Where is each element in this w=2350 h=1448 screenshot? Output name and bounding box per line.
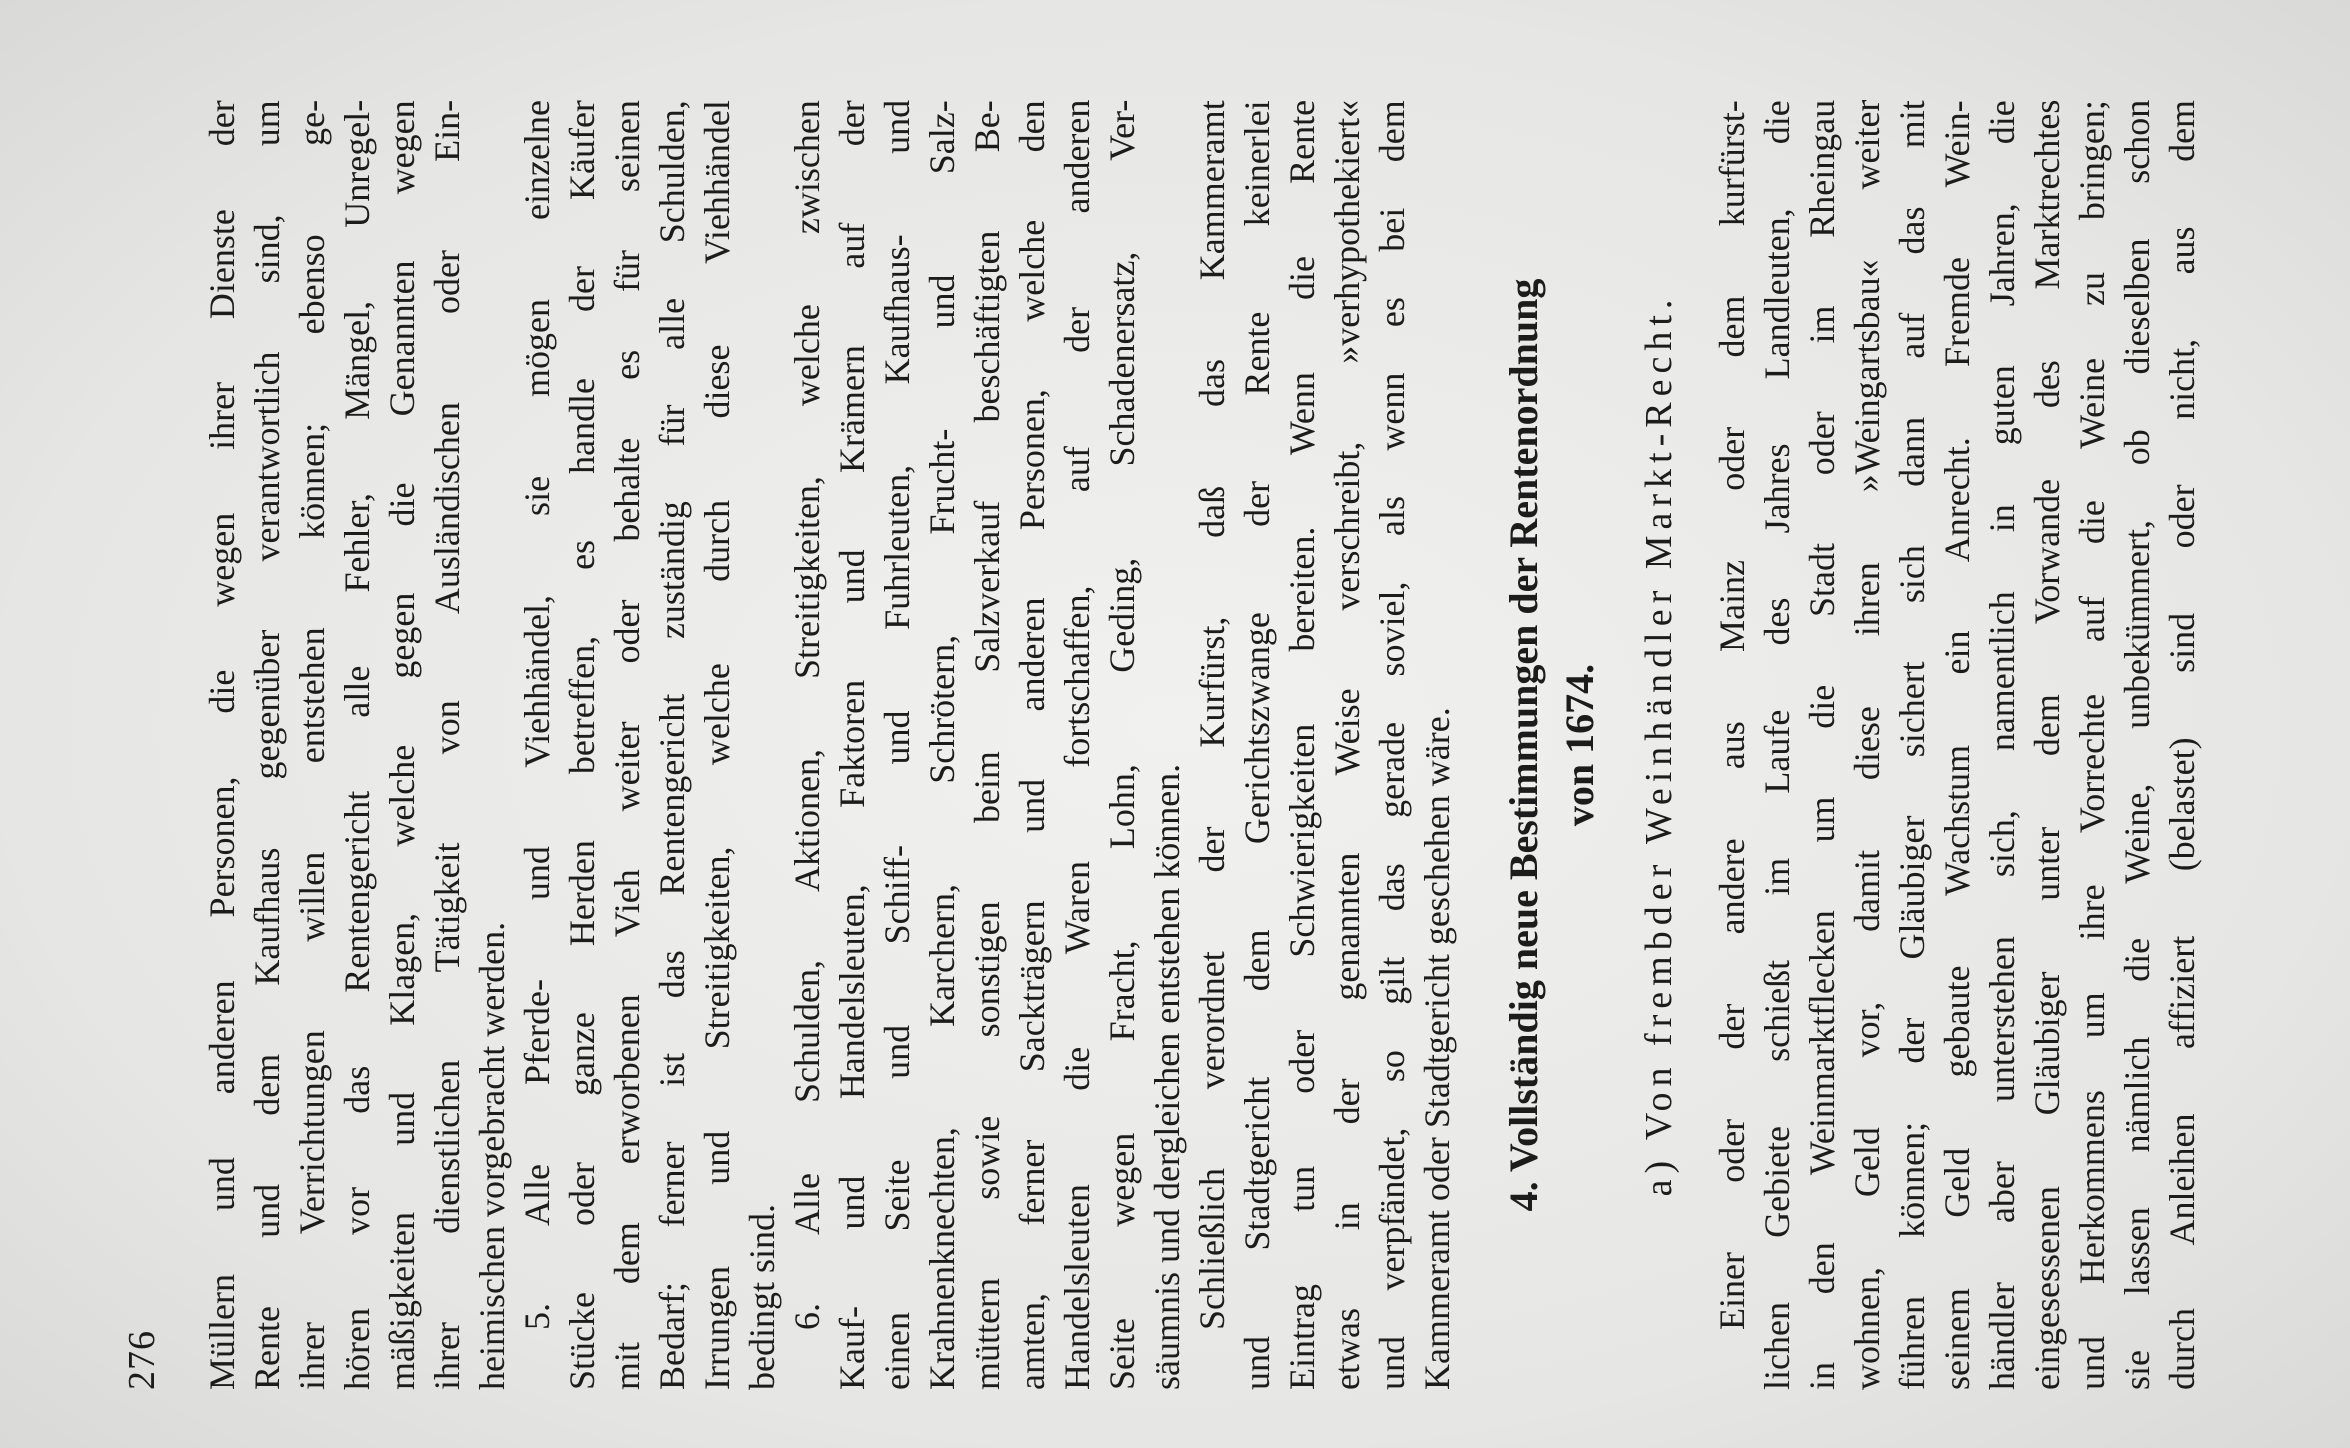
paragraph-5 bbox=[1710, 100, 2205, 1390]
paragraph-3 bbox=[785, 100, 1190, 1390]
text-line: müttern sowie sonstigen beim Salzverkauf beschäftigten Be- bbox=[967, 100, 1007, 1390]
text-line: und Stadtgericht dem Gerichtszwange der Rente keinerlei bbox=[1237, 100, 1277, 1390]
text-line: und verpfändet, so gilt das gerade soviel, als wenn es bei dem bbox=[1372, 100, 1412, 1390]
section-heading bbox=[1496, 100, 1608, 1390]
section-heading-line: von 1674. bbox=[1557, 663, 1602, 827]
text-line: 6. Alle Schulden, Aktionen, Streitigkeiten, welche zwischen bbox=[787, 100, 827, 1330]
text-block bbox=[200, 100, 2205, 1390]
text-line: Schließlich verordnet der Kurfürst, daß das Kammeramt bbox=[1192, 100, 1232, 1330]
text-line: sie lassen nämlich die Weine, unbekümmert, ob dieselben schon bbox=[2117, 100, 2157, 1390]
paragraph-2 bbox=[515, 100, 785, 1390]
text-line: Rente und dem Kaufhaus gegenüber verantwortlich sind, um bbox=[247, 100, 287, 1390]
text-line: seinem Geld gebaute Wachstum ein Anrecht. Fremde Wein- bbox=[1937, 100, 1977, 1390]
spacer bbox=[1460, 100, 1496, 1390]
text-line: Eintrag tun oder Schwierigkeiten bereiten. Wenn die Rente bbox=[1282, 100, 1322, 1390]
subsection-heading: a) Von frembder Weinhändler Markt-Recht. bbox=[1638, 293, 1680, 1197]
text-line: etwas in der genannten Weise verschreibt, »verhypothekiert« bbox=[1327, 100, 1367, 1390]
paragraph-4 bbox=[1190, 100, 1460, 1390]
paragraph-1 bbox=[200, 100, 515, 1390]
text-line: und Herkommens um ihre Vorrechte auf die Weine zu bringen; bbox=[2072, 100, 2112, 1390]
text-line: Stücke oder ganze Herden betreffen, es handle der Käufer bbox=[562, 100, 602, 1390]
text-line: ihrer dienstlichen Tätigkeit von Ausländischen oder Ein- bbox=[427, 100, 467, 1390]
spacer bbox=[1684, 100, 1710, 1390]
text-line: Irrungen und Streitigkeiten, welche durch diese Viehhändel bbox=[697, 100, 737, 1390]
text-line: Seite wegen Fracht, Lohn, Geding, Schadenersatz, Ver- bbox=[1102, 100, 1142, 1390]
text-line: in den Weinmarktflecken um die Stadt oder im Rheingau bbox=[1802, 100, 1842, 1390]
page-number: 276 bbox=[121, 1330, 163, 1390]
text-line: Kauf- und Handelsleuten, Faktoren und Krämern auf der bbox=[832, 100, 872, 1390]
text-line: einen Seite und Schiff- und Fuhrleuten, Kaufhaus- und bbox=[877, 100, 917, 1390]
text-line: Einer oder der andere aus Mainz oder dem kurfürst- bbox=[1712, 100, 1752, 1330]
text-line: hören vor das Rentengericht alle Fehler, Mängel, Unregel- bbox=[337, 100, 377, 1390]
text-line: Handelsleuten die Waren fortschaffen, auf der anderen bbox=[1057, 100, 1097, 1390]
text-line: Bedarf; ferner ist das Rentengericht zuständig für alle Schulden, bbox=[652, 100, 692, 1390]
text-line: eingesessenen Gläubiger unter dem Vorwande des Marktrechtes bbox=[2027, 100, 2067, 1390]
text-line: durch Anleihen affiziert (belastet) sind oder nicht, aus dem bbox=[2162, 100, 2202, 1390]
text-line: führen können; der Gläubiger sichert sich dann auf das mit bbox=[1892, 100, 1932, 1390]
text-line: heimischen vorgebracht werden. bbox=[472, 921, 512, 1390]
text-line: bedingt sind. bbox=[742, 1204, 782, 1390]
text-line: mäßigkeiten und Klagen, welche gegen die Genannten wegen bbox=[382, 100, 422, 1390]
text-line: mit dem erworbenen Vieh weiter oder behalte es für seinen bbox=[607, 100, 647, 1390]
text-line: Krahnenknechten, Karchern, Schrötern, Frucht- und Salz- bbox=[922, 100, 962, 1390]
spacer bbox=[1608, 100, 1634, 1390]
rotated-text-page bbox=[120, 100, 2300, 1390]
text-line: Müllern und anderen Personen, die wegen ihrer Dienste der bbox=[202, 100, 242, 1390]
text-line: lichen Gebiete schießt im Laufe des Jahres Landleuten, die bbox=[1757, 100, 1797, 1390]
text-line: amten, ferner Sackträgern und anderen Personen, welche den bbox=[1012, 100, 1052, 1390]
text-line: Kammeramt oder Stadtgericht geschehen wäre. bbox=[1417, 707, 1457, 1390]
text-line: wohnen, Geld vor, damit diese ihren »Weingartsbau« weiter bbox=[1847, 100, 1887, 1390]
text-line: 5. Alle Pferde- und Viehhändel, sie mögen einzelne bbox=[517, 100, 557, 1330]
text-line: ihrer Verrichtungen willen entstehen können; ebenso ge- bbox=[292, 100, 332, 1390]
text-line: säumnis und dergleichen entstehen können. bbox=[1147, 763, 1187, 1390]
section-heading-line: 4. Vollständig neue Bestimmungen der Rentenordnung bbox=[1501, 278, 1546, 1212]
text-line: händler aber unterstehen sich, namentlich in guten Jahren, die bbox=[1982, 100, 2022, 1390]
